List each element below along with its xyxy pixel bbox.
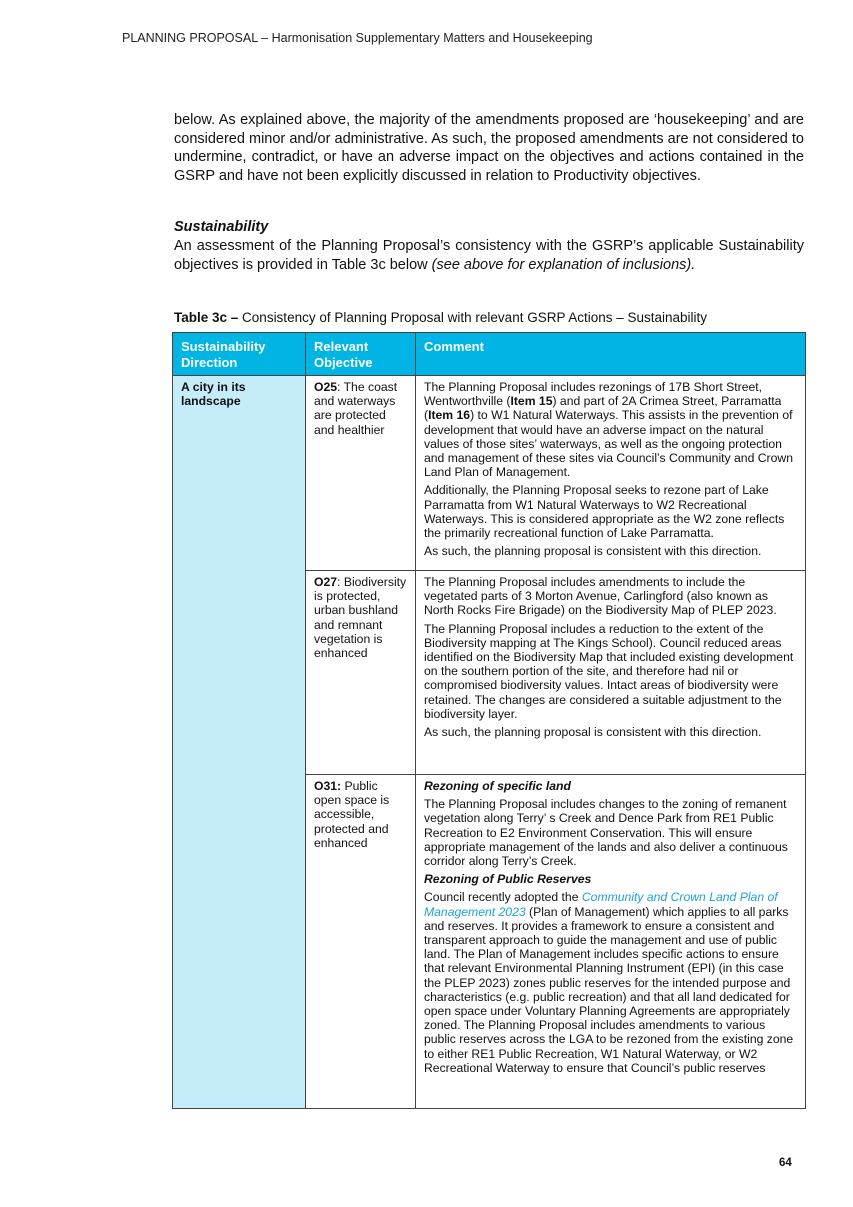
comment-cell <box>416 775 806 1109</box>
comment-cell <box>416 376 806 571</box>
consistency-table <box>172 332 806 1109</box>
item-ref: Item 16 <box>428 408 471 423</box>
sustainability-text: An assessment of the Planning Proposal’s consistency with the GSRP’s applicable Sustainability objectives is provided in Table 3c below <box>174 238 804 273</box>
objective-text: : The coast and waterways are protected and healthier <box>314 380 398 437</box>
objective-code: O27 <box>314 575 338 589</box>
text: The Planning Proposal includes rezonings of 17B Short Street, Wentworthville ( <box>424 380 763 409</box>
direction-cell: A city in its landscape <box>173 376 306 1109</box>
comment-paragraph: The Planning Proposal includes amendments to include the vegetated parts of 3 Morton Avenue, Carlingford (also known as North Rocks Fire Brigade) on the Biodiversity Map of PLEP 2023. <box>424 575 777 618</box>
objective-cell <box>306 775 416 1109</box>
header-objective: Relevant Objective <box>306 333 416 376</box>
table-row <box>173 376 806 571</box>
table-header-row <box>173 333 806 376</box>
sustainability-paragraph <box>174 237 804 274</box>
item-ref: Item 15 <box>510 394 553 409</box>
page-number: 64 <box>779 1157 792 1169</box>
comment-paragraph <box>424 380 797 479</box>
comment-paragraph: As such, the planning proposal is consistent with this direction. <box>424 725 762 740</box>
comment-paragraph: Additionally, the Planning Proposal seeks to rezone part of Lake Parramatta from W1 Natural Waterways to W2 Recreational Waterways. This is considered appropriate as the W2 zone reflects the primarily recreational function of Lake Parramatta. <box>424 483 785 541</box>
objective-text: Public open space is accessible, protected and enhanced <box>314 779 390 850</box>
objective-cell <box>306 376 416 571</box>
sustainability-heading: Sustainability <box>174 219 269 235</box>
table-caption <box>174 310 707 325</box>
sustainability-italic: (see above for explanation of inclusions). <box>431 256 696 273</box>
text: Council recently adopted the <box>424 890 582 905</box>
comment-cell <box>416 571 806 775</box>
comment-paragraph: The Planning Proposal includes a reduction to the extent of the Biodiversity mapping at The Kings School). Council reduced areas identified on the Biodiversity Map that included existing development on the southern portion of the site, and therefore had nil or compromised biodiversity values. Intact areas of biodiversity were retained. The changes are considered a suitable adjustment to the biodiversity layer. <box>424 621 794 721</box>
page-header: PLANNING PROPOSAL – Harmonisation Supplementary Matters and Housekeeping <box>122 31 593 45</box>
objective-text: : Biodiversity is protected, urban bushland and remnant vegetation is enhanced <box>314 575 407 661</box>
header-comment: Comment <box>416 333 806 376</box>
objective-code: O31: <box>314 779 342 793</box>
intro-paragraph: below. As explained above, the majority of the amendments proposed are ‘housekeeping’ and are considered minor and/or administrative. As such, the proposed amendments are not considered to undermine, contradict, or have an adverse impact on the objectives and actions contained in the GSRP and have not been explicitly discussed in relation to Productivity objectives. <box>174 112 804 184</box>
objective-code: O25 <box>314 380 338 394</box>
text: ) to W1 Natural Waterways. This assists in the prevention of development that would have an adverse impact on the natural values of those sites’ waterways, as well as the ongoing protection and management of these sites via Council’s Community and Crown Land Plan of Management. <box>424 408 793 480</box>
header-direction: Sustainability Direction <box>173 333 306 376</box>
objective-cell <box>306 571 416 775</box>
comment-subheading: Rezoning of Public Reserves <box>424 872 592 887</box>
comment-paragraph <box>424 890 797 1075</box>
caption-text: Consistency of Planning Proposal with relevant GSRP Actions – Sustainability <box>238 310 708 325</box>
comment-paragraph: The Planning Proposal includes changes to the zoning of remanent vegetation along Terry’ s Creek and Dence Park from RE1 Public Recreation to E2 Environment Conservation. This will ensure appropriate management of the lands and also deliver a continuous corridor along Terry’s Creek. <box>424 797 788 869</box>
plan-of-management-link[interactable]: Community and Crown Land Plan of Management 2023 <box>424 890 778 919</box>
comment-subheading: Rezoning of specific land <box>424 779 571 793</box>
comment-paragraph: As such, the planning proposal is consistent with this direction. <box>424 544 762 559</box>
text: ) and part of 2A Crimea Street, Parramatta ( <box>424 394 782 423</box>
text: (Plan of Management) which applies to all parks and reserves. It provides a framework to ensure a consistent and transparent approach to guide the management and use of public land. The Plan of Management includes specific actions to ensure that relevant Environmental Planning Instrument (EPI) (in this case the PLEP 2023) zones public reserves for the intended purpose and characteristics (e.g. public recreation) and that all land dedicated for open space under Voluntary Planning Agreements are appropriately zoned. The Planning Proposal includes amendments to various public reserves across the LGA to be rezoned from the existing zone to either RE1 Public Recreation, W1 Natural Waterway, or W2 Recreational Waterway to ensure that Council’s public reserves <box>424 904 794 1075</box>
caption-label: Table 3c – <box>174 310 239 325</box>
